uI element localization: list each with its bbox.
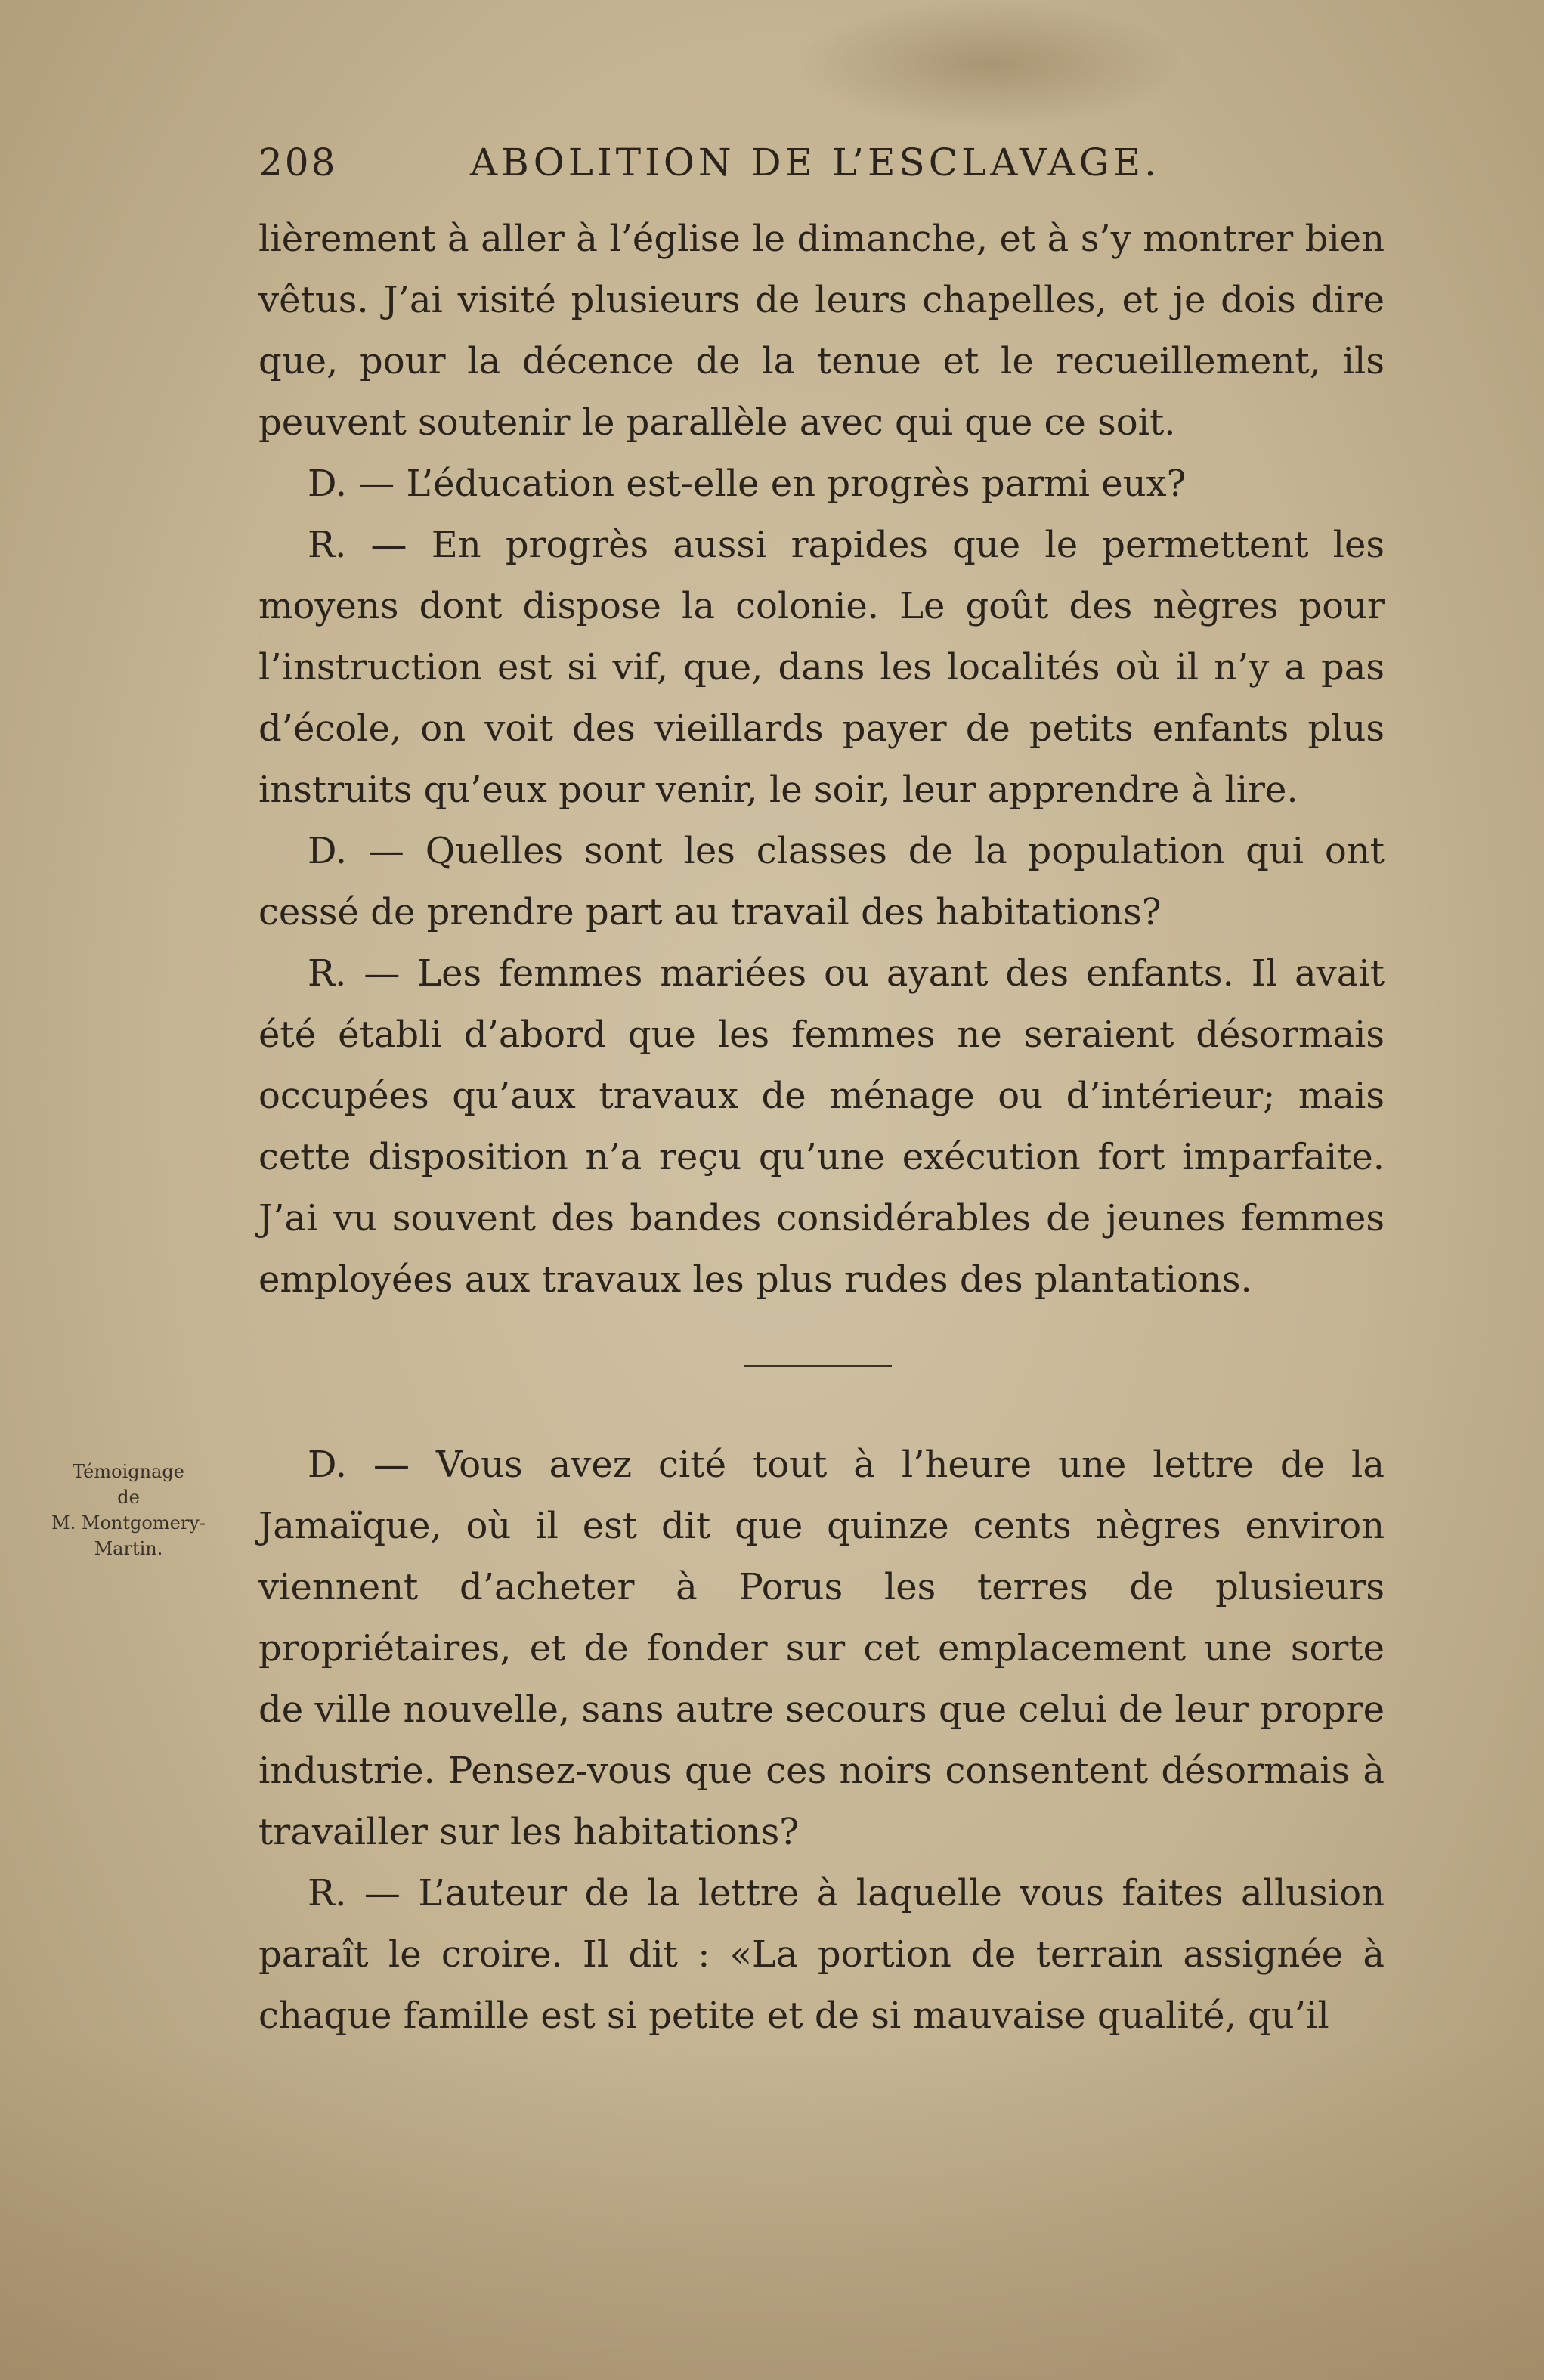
margin-note-line: Martin. [94,1538,163,1559]
margin-note-line: Témoignage [73,1461,184,1482]
text-block-top [258,209,1385,1311]
paragraph: R. — Les femmes mariées ou ayant des enfants. Il avait été établi d’abord que les femmes ne seraient désormais occupées qu’aux travaux de ménage ou d’intérieur; mais cette disposition n’a reçu qu’une exécution fort imparfaite. J’ai vu souvent des bandes considérables de jeunes femmes employées aux travaux les plus rudes des plantations. [258,952,1385,1301]
paragraph: R. — L’auteur de la lettre à laquelle vous faites allusion paraît le croire. Il dit : «La portion de terrain assignée à chaque famille est si petite et de si mauvaise qualité, qu’il [258,1872,1385,2037]
margin-note-line: M. Montgomery- [51,1512,206,1534]
paragraph: lièrement à aller à l’église le dimanche, et à s’y montrer bien vêtus. J’ai visité plusieurs de leurs chapelles, et je dois dire que, pour la décence de la tenue et le recueillement, ils peuvent soutenir le parallèle avec qui que ce soit. [258,218,1385,444]
paragraph: R. — En progrès aussi rapides que le permettent les moyens dont dispose la colonie. Le goût des nègres pour l’instruction est si vif, que, dans les localités où il n’y a pas d’école, on voit des vieillards payer de petits enfants plus instruits qu’eux pour venir, le soir, leur apprendre à lire. [258,524,1385,811]
margin-note [15,1459,242,1561]
running-title: ABOLITION DE L’ESCLAVAGE. [470,141,1161,184]
paragraph: D. — Vous avez cité tout à l’heure une lettre de la Jamaïque, où il est dit que quinze cents nègres environ viennent d’acheter à Porus les terres de plusieurs propriétaires, et de fonder sur cet emplacement une sorte de ville nouvelle, sans autre secours que celui de leur propre industrie. Pensez-vous que ces noirs consentent désormais à travailler sur les habitations? [258,1444,1385,1853]
page-number: 208 [258,141,338,184]
margin-note-line: de [117,1487,140,1508]
section-divider [744,1365,892,1367]
page-header [258,141,1385,201]
paragraph: D. — Quelles sont les classes de la population qui ont cessé de prendre part au travail des habitations? [258,830,1385,933]
paragraph: D. — L’éducation est-elle en progrès parmi eux? [308,463,1187,505]
paper-stain [794,0,1187,128]
paper-stain-bottom [0,2041,1544,2380]
text-block-bottom [258,1434,1385,2047]
